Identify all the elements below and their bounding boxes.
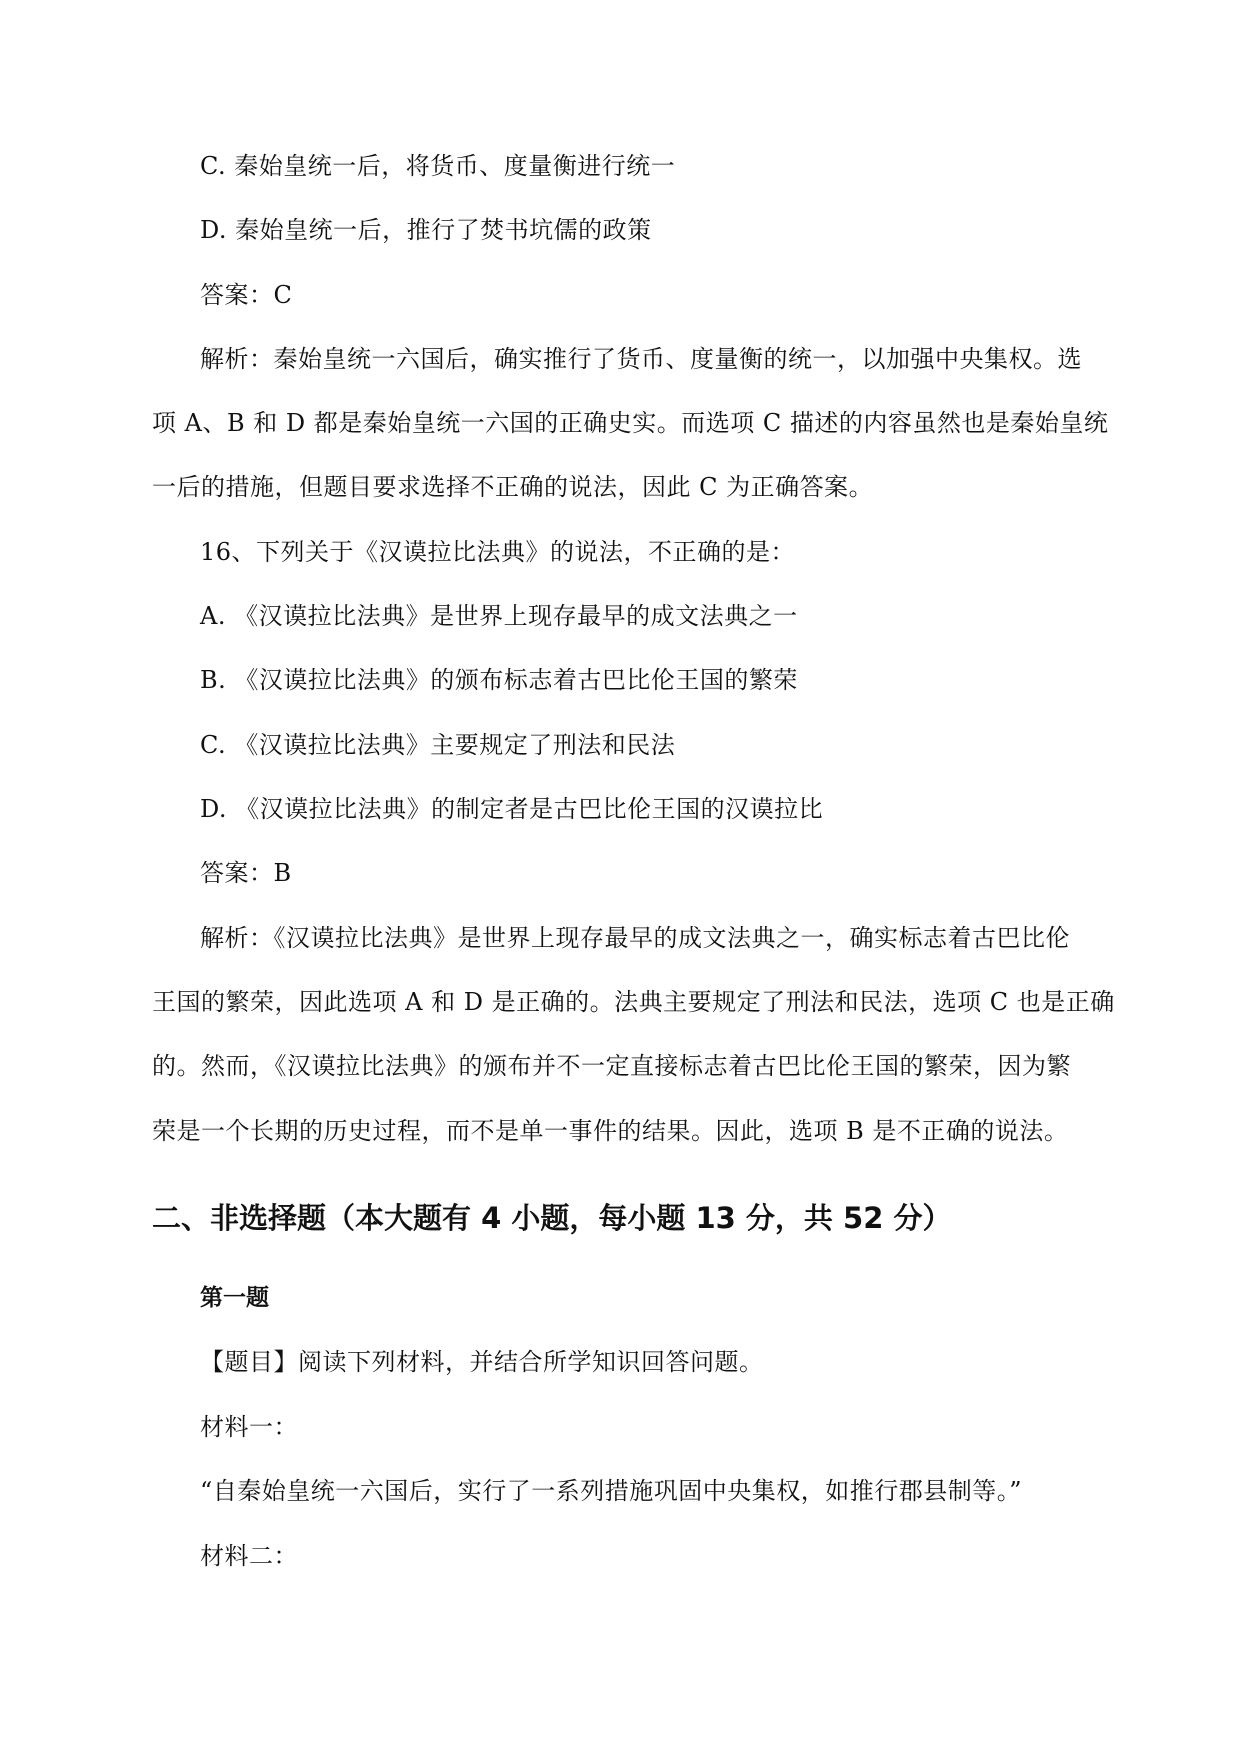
q16-analysis-line-1: 解析：《汉谟拉比法典》是世界上现存最早的成文法典之一，确实标志着古巴比伦 [200, 924, 1070, 952]
q16-option-b: B. 《汉谟拉比法典》的颁布标志着古巴比伦王国的繁荣 [200, 666, 798, 694]
q16-stem: 16、下列关于《汉谟拉比法典》的说法，不正确的是： [200, 538, 796, 566]
prev-analysis-line-1: 解析：秦始皇统一六国后，确实推行了货币、度量衡的统一，以加强中央集权。选 [200, 345, 1082, 373]
q16-analysis-line-2: 王国的繁荣，因此选项 A 和 D 是正确的。法典主要规定了刑法和民法，选项 C 也是正确 [152, 988, 1115, 1016]
q1-prompt: 【题目】阅读下列材料，并结合所学知识回答问题。 [200, 1348, 764, 1376]
prev-option-d: D. 秦始皇统一后，推行了焚书坑儒的政策 [200, 216, 652, 244]
material-2-label: 材料二： [200, 1542, 298, 1570]
prev-analysis-line-3: 一后的措施，但题目要求选择不正确的说法，因此 C 为正确答案。 [152, 473, 874, 501]
q16-option-d: D. 《汉谟拉比法典》的制定者是古巴比伦王国的汉谟拉比 [200, 795, 824, 823]
material-1-text: “自秦始皇统一六国后，实行了一系列措施巩固中央集权，如推行郡县制等。” [200, 1477, 1023, 1505]
section-heading: 二、非选择题（本大题有 4 小题，每小题 13 分，共 52 分） [152, 1201, 952, 1235]
material-1-label: 材料一： [200, 1413, 298, 1441]
q16-option-c: C. 《汉谟拉比法典》主要规定了刑法和民法 [200, 731, 676, 759]
q16-analysis-line-4: 荣是一个长期的历史过程，而不是单一事件的结果。因此，选项 B 是不正确的说法。 [152, 1117, 1069, 1145]
q16-analysis-line-3: 的。然而，《汉谟拉比法典》的颁布并不一定直接标志着古巴比伦王国的繁荣，因为繁 [152, 1052, 1071, 1080]
q1-title: 第一题 [200, 1285, 269, 1311]
q16-option-a: A. 《汉谟拉比法典》是世界上现存最早的成文法典之一 [200, 602, 798, 630]
q16-answer: 答案：B [200, 859, 292, 887]
prev-option-c: C. 秦始皇统一后，将货币、度量衡进行统一 [200, 152, 676, 180]
prev-answer: 答案：C [200, 281, 293, 309]
prev-analysis-line-2: 项 A、B 和 D 都是秦始皇统一六国的正确史实。而选项 C 描述的内容虽然也是秦始皇统 [152, 409, 1109, 437]
